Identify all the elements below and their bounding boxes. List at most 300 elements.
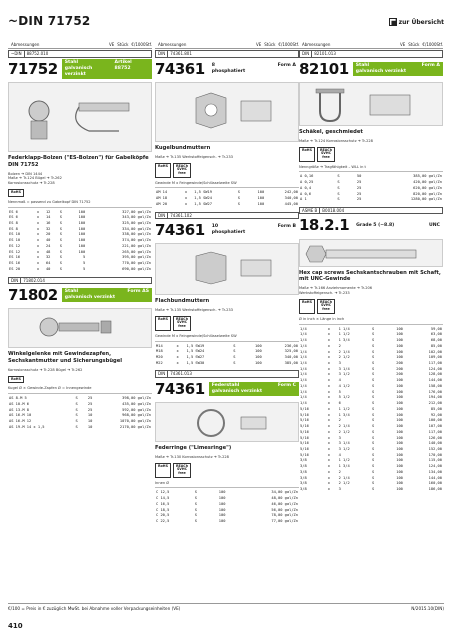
table-cell: S — [371, 406, 375, 411]
table-cell: ES 6 — [9, 215, 18, 220]
table-cell: 2 1/2 — [338, 481, 350, 486]
table-cell: 212,00 — [428, 401, 442, 406]
reach-badge: REACh SVHC free — [173, 316, 191, 331]
table-cell: 1 3/4 — [338, 412, 350, 417]
table-cell: AS 10-M 6 — [9, 401, 29, 406]
table-cell: 100 — [218, 490, 226, 495]
table-cell: x — [184, 190, 188, 195]
table-cell: 100 — [255, 343, 262, 348]
table-cell: S — [371, 458, 375, 463]
table-cell: 100 — [396, 389, 403, 394]
size-table — [299, 327, 443, 493]
rohs-badge: RoHS — [155, 463, 171, 478]
material-bar: Stahl galvanisch verzinkt Artikel 88752 — [62, 59, 152, 79]
product-number: 82101 — [299, 59, 349, 78]
table-cell: 100 — [396, 469, 403, 474]
table-cell: 221,00 gal/Zn — [122, 243, 151, 248]
page-title: ~DIN 71752 — [8, 14, 91, 28]
product-image — [8, 82, 152, 152]
table-cell: 25 — [356, 180, 362, 185]
material-bar: Stahl galvanisch verzinkt Form AS — [62, 288, 152, 302]
table-cell: 100 — [218, 501, 226, 506]
table-cell: S — [371, 401, 375, 406]
table-cell: 1/4 — [300, 326, 307, 331]
table-cell: 115,00 — [428, 458, 442, 463]
table-cell: 152,00 — [428, 446, 442, 451]
table-cell: 3 — [338, 487, 341, 492]
table-cell: S — [233, 360, 236, 365]
section-title: Winkelgelenke mit Gewindezapfen, Sechskantmutter und Sicherungsbügel — [8, 351, 123, 364]
page-number: 410 — [8, 622, 23, 630]
table-cell: 5 — [338, 389, 341, 394]
product-number: 18.2.1 — [299, 216, 350, 235]
table-cell: 2170,00 gal/Zn — [119, 424, 151, 429]
table-cell: 100 — [78, 238, 86, 243]
table-cell: S — [59, 255, 62, 260]
table-cell: 5 — [82, 261, 86, 266]
table-cell: x — [36, 261, 40, 266]
overview-label: zur Übersicht — [398, 18, 444, 26]
table-cell: 1/4 — [300, 343, 307, 348]
table-cell: x — [327, 383, 330, 388]
table-cell: S — [59, 221, 62, 225]
table-cell: 1/4 — [300, 389, 307, 394]
table-cell: 1/4 — [300, 383, 307, 388]
table-cell: x — [176, 343, 179, 348]
column-2: Abmessungen VE Stück €/1000Stf. DIN 74361.801 74361 8 phosphatiert Form A Kugelbundmuttern Maße ➔ Tr-135 Werkstoffeigensch. ➔ Tr-233 RoHS REACh SVHC free Gewinde M x Feingewinde/Schlüsselweite SW AM 14 x 1,5 SW19 S 100 242,00 AM 18 x 1,5 SW24 S 100 340,00 AM 20 x 1,5 SW27 S 100 445,00 DIN 74361.102 74361 10 phosphatiert Form B Flachbundmuttern Maße ➔ Tr-135 Werkstoffeigensch. ➔ Tr-233 RoHS REACh SVHC free Gewinde M x Feingewinde/Schlüsselweite SW M14 x 1,5 SW19 S 100 236,00 M18 x 1,5 SW24 S 100 325,00 M20 x 1,5 SW27 S 100 340,00 M22 x 1,5 SW30 S 100 385,00 DIN 74361.013 74361 Federstahl galvanisch verzinkt Form C Federringe ("Limesringe") Maße ➔ Tr-130 Korrosionsschutz ➔ Tr-228 RoHS REACh SVHC free Innen Ø C 12,5 S 100 34,00 gal/Zn C 14,5 S 100 48,00 gal/Zn C 16,5 S 100 46,00 gal/Zn C 18,5 S 100 56,00 gal/Zn C 20,5 S 100 78,00 gal/Zn C 22,5 S 100 77,00 gal/Zn — [155, 42, 299, 524]
table-cell: 100 — [396, 338, 403, 343]
size-table — [8, 396, 152, 430]
table-cell: 100 — [396, 401, 403, 406]
table-cell: x — [327, 441, 330, 446]
table-cell: 236,00 — [284, 343, 298, 348]
table-cell: S — [194, 513, 198, 518]
table-cell: x — [327, 395, 330, 400]
table-cell: 420,00 gal/Zn — [413, 180, 442, 185]
table-cell: x — [327, 475, 330, 480]
table-cell: S — [371, 435, 375, 440]
table-cell: 1,5 SW24 — [194, 196, 212, 201]
table-cell: 64 — [45, 261, 51, 266]
table-cell: x — [327, 469, 330, 474]
table-cell: S — [371, 326, 375, 331]
table-cell: S — [59, 261, 62, 266]
table-cell: 395,00 gal/Zn — [122, 255, 151, 260]
table-cell: S — [59, 266, 62, 271]
table-cell: S — [371, 469, 375, 474]
table-cell: S — [337, 197, 340, 202]
table-cell: S — [59, 232, 62, 237]
table-cell: 25 — [356, 197, 362, 202]
table-cell: 1 1/2 — [338, 458, 350, 463]
table-cell: M14 — [156, 343, 163, 348]
table-cell: 2 1/2 — [338, 429, 350, 434]
table-cell: ES 10 — [9, 238, 21, 243]
table-cell: 334,00 gal/Zn — [122, 226, 151, 231]
table-cell: 1/4 — [300, 378, 307, 383]
table-cell: S — [337, 185, 340, 190]
table-cell: 3 1/4 — [338, 441, 350, 446]
table-cell: 158,00 — [428, 383, 442, 388]
table-cell: 200 — [396, 366, 403, 371]
table-cell: S — [371, 429, 375, 434]
table-cell: 63,00 — [430, 332, 442, 337]
table-cell: x — [327, 464, 330, 469]
size-table — [8, 210, 152, 273]
table-cell: 100 — [396, 395, 403, 400]
table-cell: A 0,25 — [300, 180, 314, 185]
table-cell: x — [36, 232, 40, 237]
table-cell: S — [337, 174, 340, 179]
table-cell: x — [327, 424, 330, 429]
table-cell: x — [36, 209, 40, 214]
table-cell: AM 20 — [156, 201, 168, 206]
table-cell: x — [327, 343, 330, 348]
table-cell: 117,00 — [428, 360, 442, 365]
table-cell: 327,00 gal/Zn — [122, 209, 151, 214]
table-cell: S — [59, 238, 62, 243]
table-cell: x — [176, 349, 179, 354]
table-cell: S — [371, 464, 375, 469]
table-cell: 100 — [396, 429, 403, 434]
table-cell: 25 — [87, 401, 93, 406]
table-cell: 107,00 — [428, 424, 442, 429]
table-cell: x — [327, 378, 330, 383]
table-cell: 242,00 — [284, 190, 298, 195]
table-cell: 2 — [338, 469, 341, 474]
table-cell: 6 — [338, 401, 341, 406]
table-cell: S — [233, 354, 236, 359]
table-cell: S — [59, 226, 62, 231]
table-cell: x — [327, 481, 330, 486]
table-cell: 265,00 gal/Zn — [122, 249, 151, 254]
table-cell: x — [36, 243, 40, 248]
table-cell: S — [237, 190, 240, 195]
table-cell: 5/16 — [300, 446, 309, 451]
table-cell: S — [233, 343, 236, 348]
table-cell: 100 — [396, 332, 403, 337]
table-cell: 3/8 — [300, 475, 307, 480]
table-cell: ES 10 — [9, 232, 21, 237]
table-cell: 100 — [396, 349, 403, 354]
table-cell: 620,00 gal/Zn — [413, 185, 442, 190]
table-cell: x — [327, 458, 330, 463]
table-cell: 200 — [396, 360, 403, 365]
table-cell: x — [36, 221, 40, 225]
article-code: DIN 71802.014 — [8, 277, 152, 284]
table-cell: 48,00 gal/Zn — [271, 496, 298, 501]
table-cell: 1280,00 gal/Zn — [410, 197, 442, 202]
reach-badge: REACh SVHC free — [173, 163, 191, 178]
compliance-badges — [299, 299, 443, 314]
table-cell: 325,00 gal/Zn — [122, 221, 151, 225]
table-cell: 374,00 gal/Zn — [122, 238, 151, 243]
table-cell: 1/4 — [300, 349, 307, 354]
table-cell: AS 19-M 14 x 1,5 — [9, 424, 45, 429]
table-cell: 170,00 — [428, 452, 442, 457]
table-cell: 1/4 — [300, 395, 307, 400]
table-cell: 100 — [78, 243, 86, 248]
rohs-badge: RoHS — [299, 299, 315, 314]
table-cell: S — [371, 487, 375, 492]
table-cell: 77,00 gal/Zn — [271, 519, 298, 524]
product-banner — [155, 220, 299, 240]
footer-note: €/100 = Preis in € zuzüglich MwSt. bei Abnahme voller Verpackungseinheiten (VE) — [8, 606, 181, 611]
table-cell: S — [75, 401, 78, 406]
table-cell: 14 — [45, 215, 51, 220]
table-cell: 1/4 — [300, 372, 307, 377]
table-cell: 100 — [255, 360, 262, 365]
table-cell: M22 — [156, 360, 163, 365]
product-banner — [155, 379, 299, 399]
table-cell: 690,00 gal/Zn — [122, 266, 151, 271]
table-cell: 10 — [87, 419, 93, 423]
table-cell: 100 — [218, 513, 226, 518]
article-code: ~DIN 88752.010 — [8, 50, 152, 57]
table-cell: ES 8 — [9, 226, 18, 231]
table-cell: S — [371, 343, 375, 348]
table-cell: x — [176, 360, 179, 365]
table-cell: S — [371, 475, 375, 480]
table-cell: x — [327, 372, 330, 377]
table-cell: A 0,16 — [300, 174, 314, 179]
table-cell: 5/16 — [300, 441, 309, 446]
table-cell: 126,00 — [428, 435, 442, 440]
table-cell: S — [371, 349, 375, 354]
size-table — [155, 190, 299, 207]
section-title: Federringe ("Limesringe") — [155, 445, 232, 452]
table-cell: 4 — [338, 452, 341, 457]
table-cell: S — [371, 378, 375, 383]
column-header: Abmessungen VE Stück €/1000Stf. — [155, 42, 299, 49]
rohs-badge: RoHS — [155, 163, 171, 178]
size-table — [155, 490, 299, 524]
table-cell: 92,00 — [430, 412, 442, 417]
table-cell: 100 — [78, 215, 86, 220]
table-cell: x — [327, 360, 330, 365]
table-cell: 2 1/4 — [338, 475, 350, 480]
table-cell: 1,5 SW19 — [194, 190, 212, 195]
table-cell: 2 — [338, 343, 341, 348]
table-cell: 40 — [45, 266, 51, 271]
product-number: 71802 — [8, 286, 58, 304]
reach-badge: REACh SVHC free — [173, 463, 191, 478]
table-cell: 59,00 — [430, 326, 442, 331]
table-cell: 1/4 — [300, 366, 307, 371]
table-cell: 100 — [218, 507, 226, 512]
table-cell: 100 — [396, 481, 403, 486]
material-bar: Stahl galvanisch verzinkt Form A — [353, 62, 443, 76]
table-cell: 100 — [78, 249, 86, 254]
column-1: Abmessungen VE Stück €/1000Stf. ~DIN 88752.010 71752 Stahl galvanisch verzinkt Artikel 88752 Federklapp-Bolzen ("ES-Bolzen") für Gabelköpfe DIN 71752 Bolzen ➔ DIN 1444 Maße ➔ Tr-124 Bügel ➔ Tr-262 Korrosionsschutz ➔ Tr-228 RoHS Nennmaß = passend zu Gabelkopf DIN 71752 ES 6 x 12 S 100 327,00 gal/Zn ES 6 x 14 S 100 343,00 gal/Zn ES 8 x 16 S 100 325,00 gal/Zn ES 8 x 32 S 100 334,00 gal/Zn ES 10 x 20 S 100 338,00 gal/Zn ES 10 x 40 S 100 374,00 gal/Zn ES 12 x 24 S 100 221,00 gal/Zn ES 12 x 48 S 100 265,00 gal/Zn ES 16 x 32 S 5 395,00 gal/Zn ES 16 x 64 S 5 770,00 gal/Zn ES 20 x 40 S 5 690,00 gal/Zn DIN 71802.014 71802 Stahl galvanisch verzinkt Form AS Winkelgelenke mit Gewindezapfen, Sechskantmutter und Sicherungsbügel Korrosionsschutz ➔ Tr-228 Bügel ➔ Tr-262 RoHS Kugel Ø × Gewinde-Zapfen Ø = Innengewinde AS 8-M 5 S 25 398,00 gal/Zn AS 10-M 6 S 25 435,00 gal/Zn AS 13-M 8 S 25 592,00 gal/Zn AS 16-M 10 S 10 968,00 gal/Zn AS 16-M 12 S 10 1070,00 gal/Zn AS 19-M 14 x 1,5 S 10 2170,00 gal/Zn — [8, 42, 152, 429]
table-cell: 100 — [218, 496, 226, 501]
table-cell: x — [36, 255, 40, 260]
overview-link[interactable] — [389, 18, 444, 26]
table-cell: 5/16 — [300, 412, 309, 417]
section-title: Hex cap screws Sechskantschrauben mit Schaft, mit UNC-Gewinde — [299, 269, 441, 283]
table-cell: 100 — [396, 406, 403, 411]
table-cell: x — [327, 429, 330, 434]
table-cell: A 1 — [300, 197, 307, 202]
table-row — [299, 487, 443, 493]
table-cell: 100 — [257, 190, 265, 195]
table-cell: 12 — [45, 209, 51, 214]
product-number: 74361 — [155, 379, 205, 398]
table-cell: 68,00 — [430, 338, 442, 343]
table-cell: 100 — [396, 452, 403, 457]
table-cell: 144,00 — [428, 475, 442, 480]
column-header: Abmessungen VE Stück €/1000Stf. — [8, 42, 152, 49]
table-cell: S — [371, 383, 375, 388]
table-cell: 100 — [396, 383, 403, 388]
table-cell: x — [327, 366, 330, 371]
footer — [8, 603, 444, 611]
table-cell: 4 — [338, 378, 341, 383]
table-cell: C 14,5 — [156, 496, 170, 501]
table-cell: S — [371, 389, 375, 394]
table-cell: 100 — [255, 349, 262, 354]
table-cell: x — [36, 215, 40, 220]
table-cell: 32 — [45, 226, 51, 231]
compliance-badges — [155, 163, 299, 178]
table-cell: S — [371, 452, 375, 457]
table-cell: 100 — [396, 355, 403, 360]
table-cell: 5/16 — [300, 435, 309, 440]
table-cell: 56,00 gal/Zn — [271, 507, 298, 512]
table-cell: 1,5 SW27 — [186, 354, 205, 359]
table-cell: 1/4 — [300, 360, 307, 365]
table-cell: x — [184, 201, 188, 206]
product-image — [155, 243, 299, 295]
table-cell: 343,00 gal/Zn — [122, 215, 151, 220]
table-cell: 5/16 — [300, 452, 309, 457]
table-cell: 100 — [396, 418, 403, 423]
table-cell: 968,00 gal/Zn — [122, 413, 151, 418]
table-cell: 4 1/2 — [338, 383, 350, 388]
table-cell: 2 1/4 — [338, 349, 350, 354]
rohs-badge: RoHS — [8, 189, 24, 197]
table-cell: x — [327, 338, 330, 343]
table-cell: 1,5 SW30 — [186, 360, 205, 365]
table-cell: ES 8 — [9, 221, 18, 225]
article-code: DIN 74361.102 — [155, 212, 299, 219]
product-number: 74361 — [155, 59, 205, 78]
table-cell: 140,00 — [428, 441, 442, 446]
table-cell: C 22,5 — [156, 519, 170, 524]
table-cell: 40 — [45, 238, 51, 243]
table-cell: 24 — [45, 243, 51, 248]
table-cell: 1,5 SW24 — [186, 349, 205, 354]
table-cell: S — [237, 201, 240, 206]
table-cell: 100 — [78, 226, 86, 231]
table-cell: 48 — [45, 249, 51, 254]
table-cell: 1 1/2 — [338, 406, 350, 411]
table-cell: 5 — [82, 255, 86, 260]
table-cell: 1 3/4 — [338, 464, 350, 469]
table-cell: ES 6 — [9, 209, 18, 214]
product-image — [299, 82, 443, 126]
table-cell: S — [75, 407, 78, 412]
table-cell: 770,00 gal/Zn — [122, 261, 151, 266]
section-title: Kugelbundmuttern — [155, 145, 211, 152]
table-cell: 144,00 — [428, 378, 442, 383]
table-cell: S — [194, 496, 198, 501]
table-cell: S — [75, 396, 78, 401]
table-cell: 100 — [396, 412, 403, 417]
table-cell: S — [75, 424, 78, 429]
table-cell: 25 — [87, 396, 93, 401]
table-cell: 78,00 gal/Zn — [271, 513, 298, 518]
table-cell: 1 1/2 — [338, 332, 350, 337]
table-cell: S — [194, 490, 198, 495]
table-cell: 117,00 — [428, 429, 442, 434]
table-cell: 100 — [396, 464, 403, 469]
arrow-corner-icon — [389, 18, 397, 26]
table-cell: S — [59, 215, 62, 220]
table-cell: S — [371, 338, 375, 343]
table-cell: AM 18 — [156, 196, 168, 201]
table-cell: S — [194, 519, 198, 524]
table-cell: 25 — [87, 407, 93, 412]
table-cell: 100 — [78, 221, 86, 225]
table-cell: 1,5 SW19 — [186, 343, 205, 348]
size-table — [299, 174, 443, 203]
table-cell: 3/8 — [300, 481, 307, 486]
table-cell: 100 — [78, 209, 86, 214]
rohs-badge: RoHS — [299, 147, 315, 162]
table-cell: x — [327, 418, 330, 423]
table-cell: C 16,5 — [156, 501, 170, 506]
table-cell: AM 14 — [156, 190, 168, 195]
table-cell: 32 — [45, 255, 51, 260]
table-cell: 1/4 — [300, 401, 307, 406]
table-cell: S — [371, 446, 375, 451]
table-cell: S — [371, 395, 375, 400]
table-cell: 100 — [396, 435, 403, 440]
table-cell: 16 — [45, 221, 51, 225]
table-cell: 1,5 SW27 — [194, 201, 212, 206]
table-cell: 100 — [396, 343, 403, 348]
table-cell: x — [36, 238, 40, 243]
table-cell: S — [75, 419, 78, 423]
table-cell: ES 12 — [9, 243, 21, 248]
table-cell: x — [36, 249, 40, 254]
table-cell: 128,00 — [428, 372, 442, 377]
column-3: Abmessungen VE Stück €/1000Stf. DIN 82101.013 82101 Stahl galvanisch verzinkt Form A Schäkel, geschmiedet Maße ➔ Tr-124 Korrosionsschutz ➔ Tr-228 RoHS REACh SVHC free Nenngröße ➔ Tragfähigkeit – WLL in t A 0,16 S 50 385,00 gal/Zn A 0,25 S 25 420,00 gal/Zn A 0,4 S 25 620,00 gal/Zn A 0,6 S 25 820,00 gal/Zn A 1 S 25 1280,00 gal/Zn ASME B B0018.004 18.2.1 Grade 5 (~8.8) UNC Hex cap screws Sechskantschrauben mit Schaft, mit UNC-Gewinde Maße ➔ Tr-166 Anziehmomente ➔ Tr-206 Werkstoffeigensch. ➔ Tr-233 RoHS REACh SVHC free Ø in inch × Länge in inch 1/4 x 1 1/4 S 100 59,00 1/4 x 1 1/2 S 100 63,00 1/4 x 1 3/4 S 100 68,00 1/4 x 2 S 100 85,00 1/4 x 2 1/4 S 100 102,00 1/4 x 2 1/2 S 100 109,00 1/4 x 3 S 200 117,00 1/4 x 3 1/4 S 200 124,00 1/4 x 3 1/2 S 200 128,00 1/4 x 4 S 100 144,00 1/4 x 4 1/2 S 100 158,00 1/4 x 5 S 100 176,00 1/4 x 5 1/2 S 100 194,00 1/4 x 6 S 100 212,00 5/16 x 1 1/2 S 100 85,00 5/16 x 1 3/4 S 100 92,00 5/16 x 2 S 100 100,00 5/16 x 2 1/4 S 100 107,00 5/16 x 2 1/2 S 100 117,00 5/16 x 3 S 100 126,00 5/16 x 3 1/4 S 100 140,00 5/16 x 3 1/2 S 100 152,00 5/16 x 4 S 100 170,00 3/8 x 1 1/2 S 100 115,00 3/8 x 1 3/4 S 100 124,00 3/8 x 2 S 100 134,00 3/8 x 2 1/4 S 100 144,00 3/8 x 2 1/2 S 100 160,00 3/8 x 3 S 100 186,00 — [299, 42, 443, 492]
table-cell: 3/8 — [300, 469, 307, 474]
table-cell: S — [233, 349, 236, 354]
table-cell: 100 — [396, 326, 403, 331]
table-cell: 3 1/4 — [338, 366, 350, 371]
compliance-badges — [299, 147, 443, 162]
table-cell: 3 — [338, 435, 341, 440]
table-cell: 100 — [396, 378, 403, 383]
table-cell: 124,00 — [428, 366, 442, 371]
table-cell: S — [75, 413, 78, 418]
product-number: 74361 — [155, 220, 205, 239]
table-cell: 176,00 — [428, 389, 442, 394]
table-cell: 85,00 — [430, 343, 442, 348]
compliance-badges — [8, 376, 152, 384]
table-cell: ES 16 — [9, 255, 21, 260]
product-image — [155, 82, 299, 142]
table-cell: 398,00 gal/Zn — [122, 396, 151, 401]
product-banner — [8, 285, 152, 305]
table-cell: AS 8-M 5 — [9, 396, 27, 401]
table-cell: 5/16 — [300, 418, 309, 423]
table-cell: 3/8 — [300, 487, 307, 492]
table-cell: 100 — [396, 475, 403, 480]
